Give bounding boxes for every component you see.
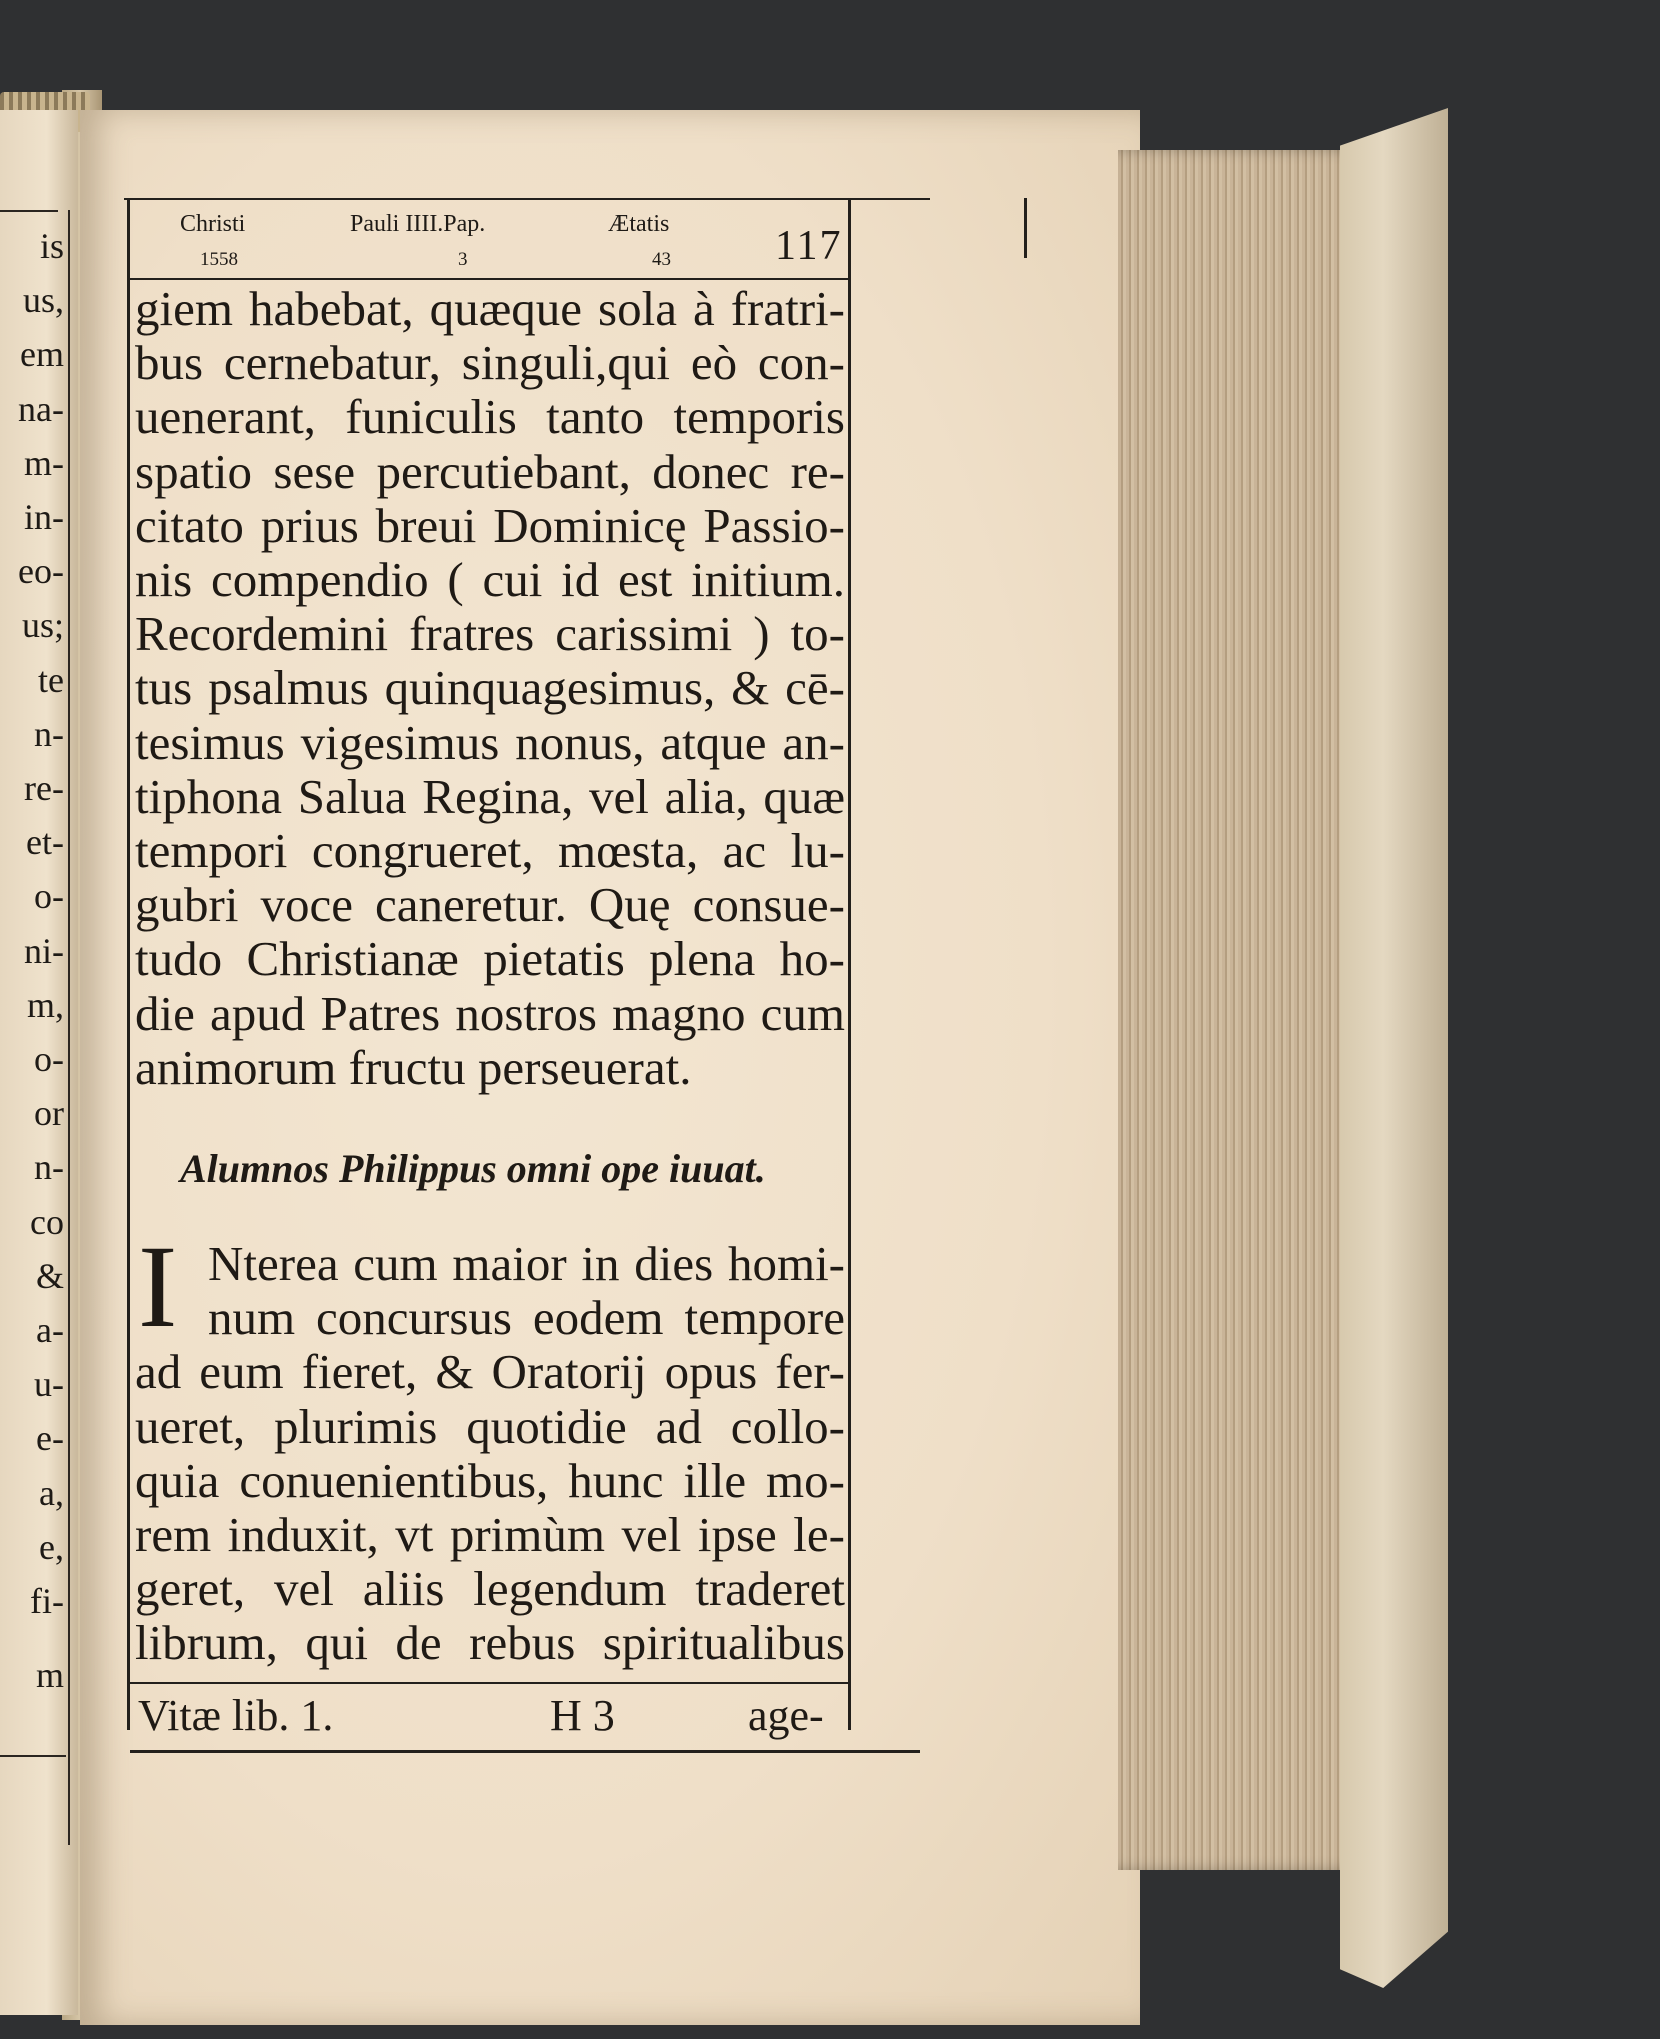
frame-bottom-rule bbox=[130, 1750, 920, 1753]
header-aetatis-year: 43 bbox=[652, 249, 671, 270]
left-page-fragment: fi- bbox=[30, 1581, 64, 1621]
fore-edge bbox=[1118, 150, 1368, 1870]
left-page-fragment: m bbox=[35, 1655, 64, 1696]
frame-corner-rule bbox=[1024, 198, 1027, 258]
text-line: ueret, plurimis quotidie ad collo- bbox=[135, 1398, 845, 1454]
text-line: die apud Patres nostros magno cum bbox=[135, 985, 845, 1041]
section-subheading: Alumnos Philippus omni ope iuuat. bbox=[180, 1146, 766, 1191]
left-page bbox=[0, 110, 78, 2015]
text-line: spatio sese percutiebant, donec re- bbox=[135, 443, 845, 499]
left-page-fragment: co bbox=[30, 1201, 64, 1242]
left-page-fragment: em bbox=[20, 334, 64, 375]
header-bottom-rule bbox=[127, 278, 850, 280]
header-pope-year: 3 bbox=[458, 249, 468, 270]
text-line: quia conuenientibus, hunc ille mo- bbox=[135, 1452, 845, 1508]
left-page-fragment: is bbox=[39, 226, 64, 266]
text-line: ad eum fieret, & Oratorij opus fer- bbox=[135, 1344, 845, 1400]
header-aetatis-label: Ætatis bbox=[608, 211, 670, 237]
back-cover bbox=[1340, 108, 1448, 1988]
left-page-fragment: in- bbox=[24, 497, 64, 537]
text-line: tiphona Salua Regina, vel alia, quæ bbox=[135, 768, 845, 824]
left-page-fragment: a, bbox=[39, 1472, 64, 1513]
frame-top-rule bbox=[124, 198, 930, 200]
text-line: Recordemini fratres carissimi ) to- bbox=[135, 606, 845, 662]
header-christi-label: Christi bbox=[180, 211, 246, 237]
text-line: librum, qui de rebus spiritualibus bbox=[135, 1615, 845, 1671]
left-page-fragment: us; bbox=[21, 605, 64, 646]
left-page-fragment: o- bbox=[34, 1039, 64, 1079]
text-line: Nterea cum maior in dies homi- bbox=[208, 1236, 845, 1291]
left-page-fragment: o- bbox=[34, 876, 64, 917]
text-line: nis compendio ( cui id est initium. bbox=[135, 552, 845, 607]
text-line: uenerant, funiculis tanto temporis bbox=[135, 389, 845, 445]
left-page-fragment: us, bbox=[22, 280, 64, 321]
left-footer-rule bbox=[0, 1755, 66, 1757]
left-page-fragment: ni- bbox=[24, 930, 64, 971]
text-line: giem habebat, quæque sola à fratri- bbox=[135, 281, 845, 336]
drop-cap: I bbox=[138, 1221, 178, 1352]
footer-catchword: age- bbox=[748, 1691, 824, 1740]
text-line: gubri voce caneretur. Quę consue- bbox=[135, 877, 845, 933]
page-number: 117 bbox=[775, 223, 843, 269]
left-page-fragment: a- bbox=[36, 1310, 64, 1350]
left-page-fragment: e, bbox=[39, 1526, 64, 1567]
left-page-fragment: e- bbox=[36, 1418, 64, 1459]
left-page-fragment: m- bbox=[24, 442, 64, 483]
header-pope-label: Pauli IIII.Pap. bbox=[350, 211, 486, 237]
left-page-fragment: n- bbox=[34, 1147, 64, 1188]
frame-left-rule bbox=[127, 198, 130, 1730]
text-line: tudo Christianæ pietatis plena ho- bbox=[135, 931, 845, 987]
text-line: tus psalmus quinquagesimus, & cē- bbox=[135, 660, 845, 716]
left-frame-rule bbox=[68, 210, 70, 1845]
text-line: rem induxit, vt primùm vel ipse le- bbox=[135, 1507, 845, 1562]
footer-signature-title: Vitæ lib. 1. bbox=[138, 1691, 334, 1740]
footer-signature-mark: H 3 bbox=[550, 1691, 615, 1740]
left-page-fragment: te bbox=[38, 659, 64, 700]
left-page-fragment: n- bbox=[34, 713, 64, 754]
left-page-fragment: u- bbox=[34, 1364, 64, 1405]
frame-right-rule bbox=[848, 198, 851, 1730]
header-christi-year: 1558 bbox=[200, 249, 238, 270]
text-line: citato prius breui Dominicę Passio- bbox=[135, 497, 845, 553]
text-line: bus cernebatur, singuli,qui eò con- bbox=[135, 335, 845, 391]
text-line: geret, vel aliis legendum traderet bbox=[135, 1561, 845, 1617]
text-line: tesimus vigesimus nonus, atque an- bbox=[135, 714, 845, 770]
text-line: animorum fructu perseuerat. bbox=[135, 1039, 692, 1095]
left-page-fragment: & bbox=[35, 1255, 64, 1296]
left-page-fragment: eo- bbox=[18, 551, 64, 592]
text-line: tempori congrueret, mœsta, ac lu- bbox=[135, 823, 845, 878]
left-page-fragment: et- bbox=[26, 822, 64, 863]
left-page-fragment: re- bbox=[24, 768, 64, 808]
left-page-fragment: or bbox=[34, 1093, 64, 1134]
left-page-fragment: na- bbox=[18, 388, 64, 429]
left-header-rule bbox=[0, 210, 58, 212]
footer-top-rule bbox=[130, 1682, 848, 1684]
text-line: num concursus eodem tempore bbox=[208, 1290, 845, 1346]
left-page-fragment: m, bbox=[26, 984, 64, 1025]
